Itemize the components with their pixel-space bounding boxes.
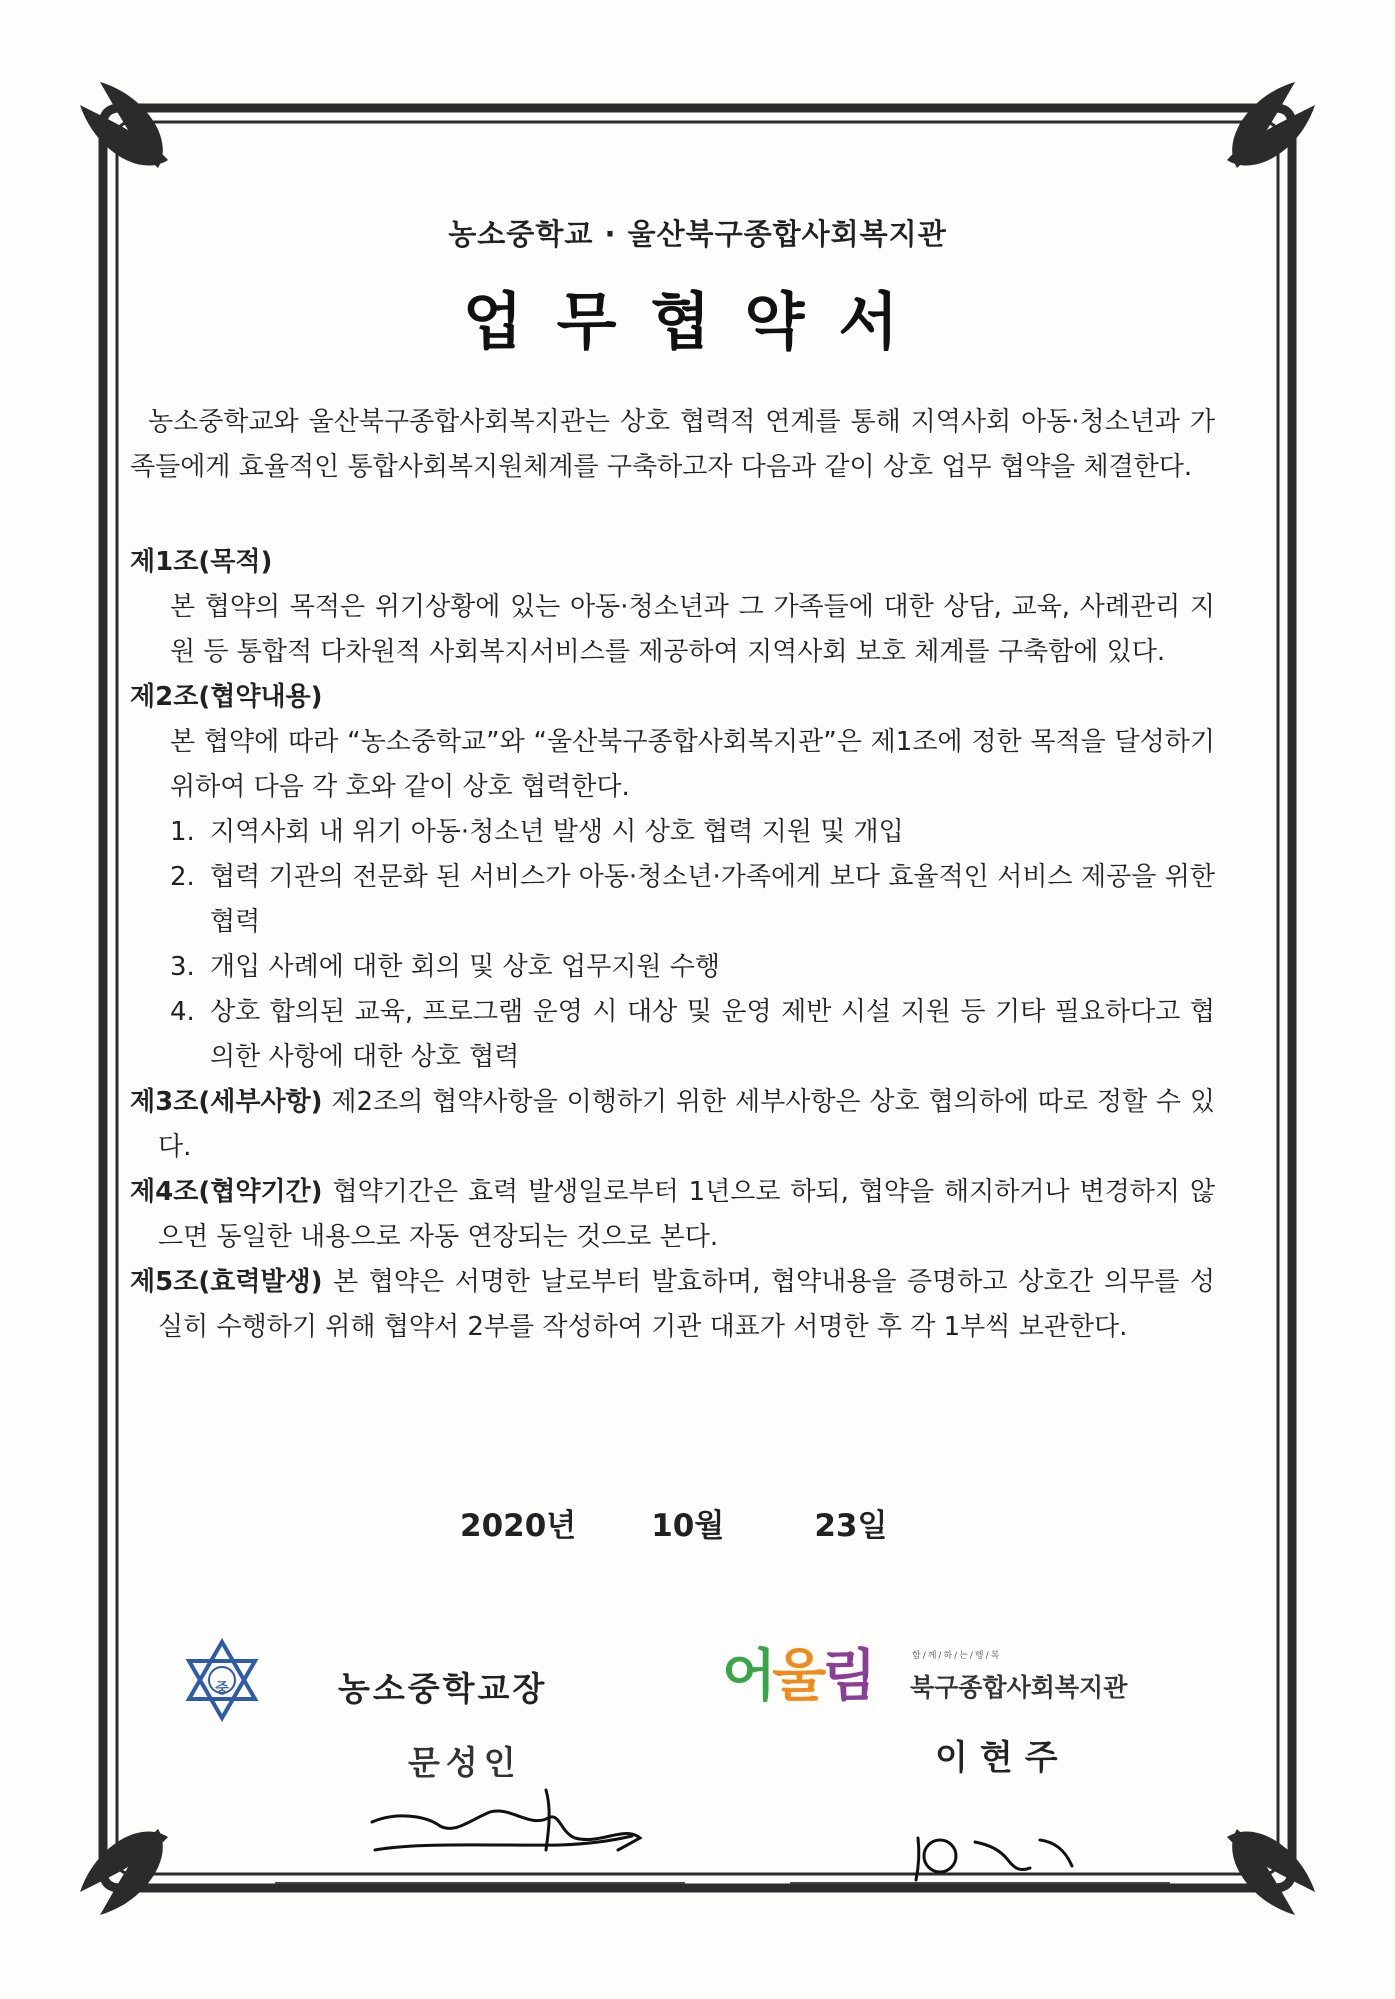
list-item (170, 855, 1215, 945)
logo-char-1: 어 (722, 1644, 773, 1709)
list-item-text: 협력 기관의 전문화 된 서비스가 아동·청소년·가족에게 보다 효율적인 서비스 제공을 위한 협력 (210, 862, 1215, 937)
welfare-center-logo (722, 1632, 872, 1712)
list-item-text: 지역사회 내 위기 아동·청소년 발생 시 상호 협력 지원 및 개입 (210, 817, 904, 847)
right-signatory-name: 이현주 (935, 1738, 1070, 1778)
welfare-center-tagline: 함/께/하/는/행/복 (912, 1651, 1002, 1661)
signing-date (460, 1500, 887, 1545)
left-signatory-title: 농소중학교장 (338, 1669, 548, 1708)
date-month: 10월 (651, 1508, 725, 1544)
document-title: 업무협약서 (462, 285, 933, 358)
date-year: 2020년 (460, 1508, 577, 1544)
list-item (170, 945, 1215, 990)
document-subtitle: 농소중학교 · 울산북구종합사회복지관 (448, 217, 947, 251)
article-2 (130, 675, 1215, 1080)
logo-char-2: 울 (772, 1644, 823, 1709)
article-1-text: 본 협약의 목적은 위기상황에 있는 아동·청소년과 그 가족들에 대한 상담, 교육, 사례관리 지원 등 통합적 다차원적 사회복지서비스를 제공하여 지역사회 보호 체계를 구축함에 있다. (170, 592, 1215, 667)
list-item-number: 2. (170, 862, 195, 892)
right-signature-line (790, 1882, 1170, 1884)
list-item (170, 990, 1215, 1080)
article-1-heading: 제1조(목적) (130, 547, 273, 577)
article-2-heading: 제2조(협약내용) (130, 682, 323, 712)
list-item-number: 1. (170, 817, 195, 847)
intro-paragraph: 농소중학교와 울산북구종합사회복지관는 상호 협력적 연계를 통해 지역사회 아동·청소년과 가족들에게 효율적인 통합사회복지원체계를 구축하고자 다음과 같이 상호 업무 협약을 체결한다. (130, 407, 1215, 482)
date-day: 23일 (814, 1508, 888, 1544)
left-signature-line (275, 1882, 685, 1884)
articles-section (130, 540, 1215, 1350)
list-item (170, 810, 1215, 855)
article-5-text: 본 협약은 서명한 날로부터 발효하며, 협약내용을 증명하고 상호간 의무를 성실히 수행하기 위해 협약서 2부를 작성하여 기관 대표가 서명한 후 각 1부씩 보관한다. (158, 1267, 1215, 1342)
signature-left-mark (372, 1790, 640, 1850)
list-item-text: 개입 사례에 대한 회의 및 상호 업무지원 수행 (210, 952, 720, 982)
school-emblem-char: 중 (215, 1681, 229, 1697)
list-item-number: 3. (170, 952, 195, 982)
list-item-text: 상호 합의된 교육, 프로그램 운영 시 대상 및 운영 제반 시설 지원 등 기타 필요하다고 협의한 사항에 대한 상호 협력 (210, 997, 1215, 1072)
article-5-heading: 제5조(효력발생) (130, 1267, 323, 1297)
article-2-text: 본 협약에 따라 “농소중학교”와 “울산북구종합사회복지관”은 제1조에 정한 목적을 달성하기 위하여 다음 각 호와 같이 상호 협력한다. (170, 727, 1215, 802)
article-3-text: 제2조의 협약사항을 이행하기 위한 세부사항은 상호 협의하에 따로 정할 수 있다. (158, 1087, 1216, 1162)
list-item-number: 4. (170, 997, 195, 1027)
logo-char-3: 림 (822, 1644, 873, 1709)
article-2-items (130, 810, 1215, 1080)
article-4-heading: 제4조(협약기간) (130, 1177, 323, 1207)
article-3 (130, 1080, 1215, 1170)
article-3-heading: 제3조(세부사항) (130, 1087, 323, 1117)
welfare-center-name: 북구종합사회복지관 (910, 1673, 1128, 1702)
left-signatory-name: 문성인 (408, 1743, 522, 1782)
article-4-text: 협약기간은 효력 발생일로부터 1년으로 하되, 협약을 해지하거나 변경하지 않으면 동일한 내용으로 자동 연장되는 것으로 본다. (158, 1177, 1216, 1252)
article-1 (130, 540, 1215, 675)
article-5 (130, 1260, 1215, 1350)
article-4 (130, 1170, 1215, 1260)
